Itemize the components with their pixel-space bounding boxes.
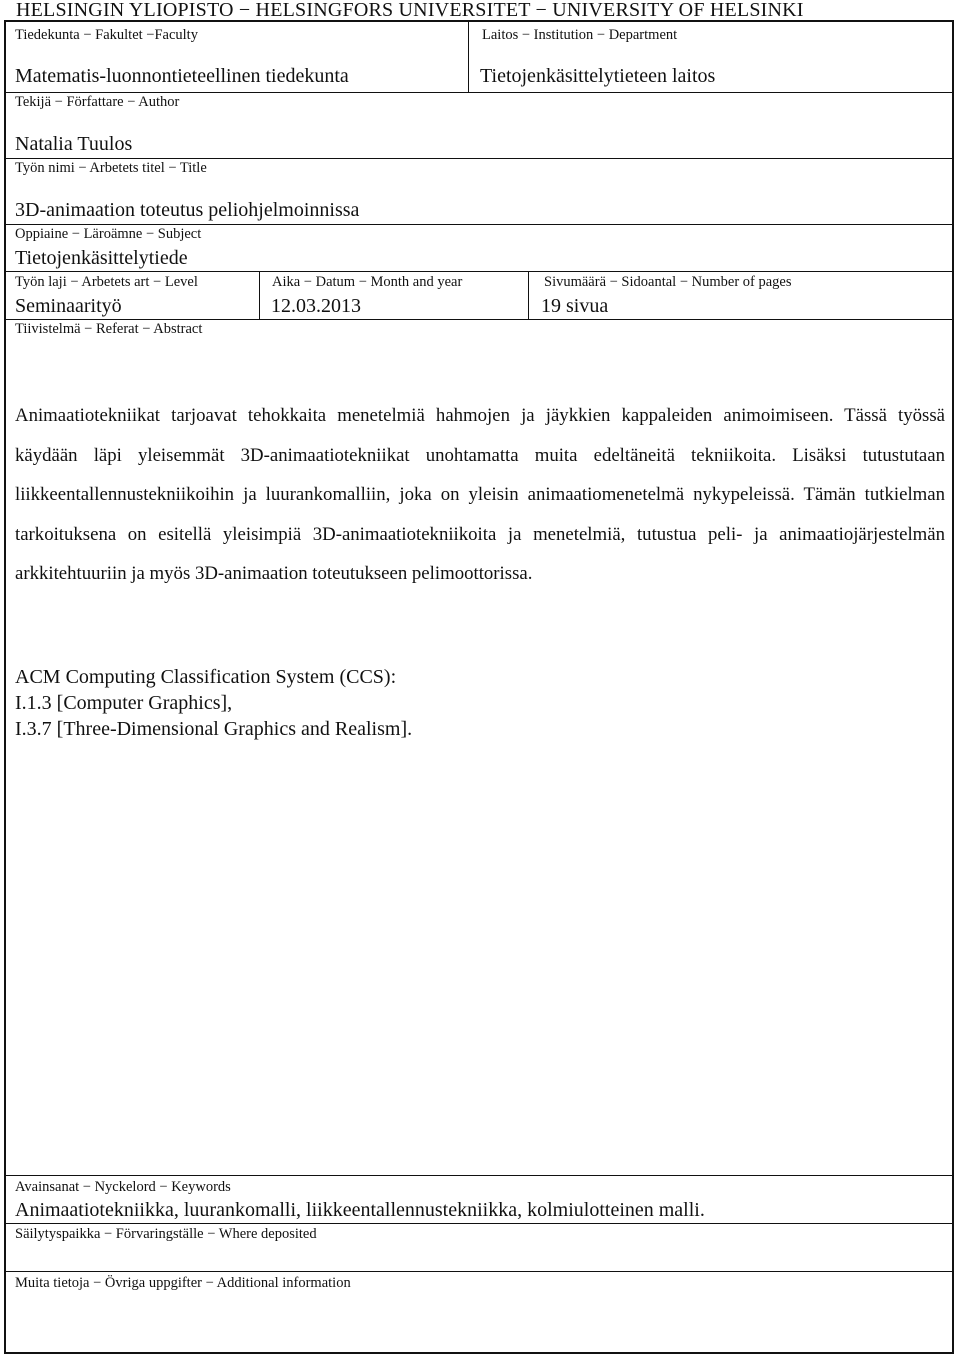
- pages-label: Sivumäärä − Sidoantal − Number of pages: [544, 274, 792, 290]
- ccs-block: [15, 664, 412, 742]
- subject-value: Tietojenkäsittelytiede: [15, 247, 188, 269]
- ccs-heading: ACM Computing Classification System (CCS):: [15, 666, 397, 688]
- divider: [259, 271, 260, 320]
- date-value: 12.03.2013: [271, 295, 361, 317]
- date-label: Aika − Datum − Month and year: [272, 274, 463, 290]
- abstract-text: Animaatiotekniikat tarjoavat tehokkaita menetelmiä hahmojen ja jäykkien kappaleiden animoimiseen. Tässä työssä käydään läpi yleisemmät 3D-animaatiotekniikat unohtamatta muita edeltäneitä tekniikoita. Lisäksi tutustutaan liikkeentallennustekniikoihin ja luurankomalliin, joka on yleisin animaatiomenetelmä nykypeleissä. Tämän tutkielman tarkoituksena on esitellä yleisimpiä 3D-animaatiotekniikoita ja menetelmiä, tutustua peli- ja animaatiojärjestelmän arkkitehtuuriin ja myös 3D-animaation toteutukseen pelimoottorissa.: [15, 405, 945, 585]
- divider: [5, 1223, 953, 1224]
- divider: [5, 271, 953, 272]
- title-label: Työn nimi − Arbetets titel − Title: [15, 160, 207, 176]
- ccs-item: I.1.3 [Computer Graphics],: [15, 692, 233, 714]
- divider: [5, 319, 953, 320]
- keywords-label: Avainsanat − Nyckelord − Keywords: [15, 1179, 231, 1195]
- level-value: Seminaarityö: [15, 295, 122, 317]
- divider: [468, 20, 469, 93]
- divider: [5, 1271, 953, 1272]
- divider: [5, 224, 953, 225]
- level-label: Työn laji − Arbetets art − Level: [15, 274, 198, 290]
- subject-label: Oppiaine − Läroämne − Subject: [15, 226, 202, 242]
- deposited-label: Säilytyspaikka − Förvaringställe − Where deposited: [15, 1226, 317, 1242]
- divider: [5, 92, 953, 93]
- author-value: Natalia Tuulos: [15, 133, 133, 155]
- keywords-value: Animaatiotekniikka, luurankomalli, liikkeentallennustekniikka, kolmiulotteinen malli.: [15, 1199, 705, 1221]
- divider: [5, 158, 953, 159]
- faculty-label: Tiedekunta − Fakultet −Faculty: [15, 27, 198, 43]
- divider: [528, 271, 529, 320]
- additional-label: Muita tietoja − Övriga uppgifter − Additional information: [15, 1275, 351, 1291]
- divider: [5, 1175, 953, 1176]
- department-label: Laitos − Institution − Department: [482, 27, 678, 43]
- pages-value: 19 sivua: [541, 295, 609, 317]
- header-title: HELSINGIN YLIOPISTO − HELSINGFORS UNIVERSITET − UNIVERSITY OF HELSINKI: [16, 0, 804, 21]
- department-value: Tietojenkäsittelytieteen laitos: [480, 65, 716, 87]
- author-label: Tekijä − Författare − Author: [15, 94, 180, 110]
- faculty-value: Matematis-luonnontieteellinen tiedekunta: [15, 65, 349, 87]
- title-value: 3D-animaation toteutus peliohjelmoinnissa: [15, 199, 360, 221]
- abstract-label: Tiivistelmä − Referat − Abstract: [15, 321, 203, 337]
- ccs-item: I.3.7 [Three-Dimensional Graphics and Realism].: [15, 718, 413, 740]
- abstract-body: [15, 396, 945, 594]
